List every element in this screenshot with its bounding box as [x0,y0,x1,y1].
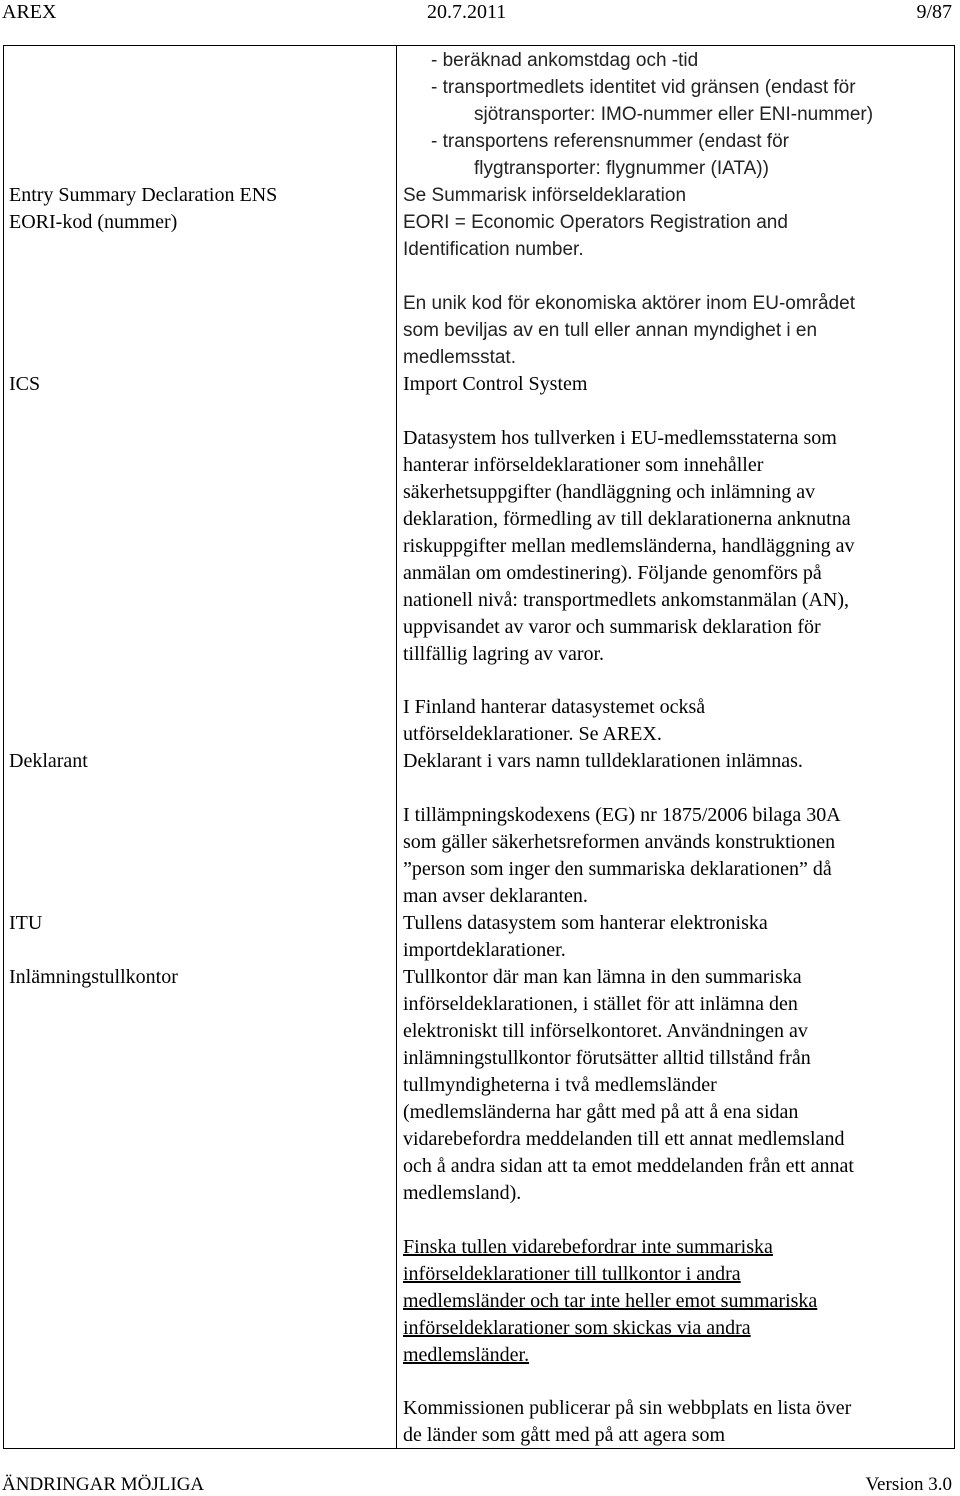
header-doc-code: AREX [2,1,57,23]
definition-line: nationell nivå: transportmedlets ankomstanmälan (AN), [403,589,849,611]
definition-line: uppvisandet av varor och summarisk deklaration för [403,616,821,638]
definition-line: Identification number. [403,239,584,260]
definition-line: riskuppgifter mellan medlemsländerna, handläggning av [403,535,855,557]
underlined-note-line: medlemsländer och tar inte heller emot summariska [403,1290,818,1312]
term-itu: ITU [9,912,43,934]
definition-line: I tillämpningskodexens (EG) nr 1875/2006 bilaga 30A [403,804,841,826]
definition-line: EORI = Economic Operators Registration and [403,212,788,233]
definition-line: införseldeklarationen, i stället för att inlämna den [403,993,798,1015]
definition-line: Deklarant i vars namn tulldeklarationen inlämnas. [403,750,803,772]
definition-line: medlemsstat. [403,347,516,368]
definition-line: Import Control System [403,373,588,395]
definition-ens: Se Summarisk införseldeklaration [403,185,687,206]
list-item: - transportens referensnummer (endast för [431,131,789,152]
definition-line: inlämningstullkontor förutsätter alltid tillstånd från [403,1047,811,1069]
list-item: - transportmedlets identitet vid gränsen (endast för [431,77,856,98]
column-divider [396,46,397,1448]
list-item: flygtransporter: flygnummer (IATA)) [474,158,769,179]
definition-line: man avser deklaranten. [403,885,588,907]
footer-status: ÄNDRINGAR MÖJLIGA [2,1474,205,1495]
definition-line: Tullens datasystem som hanterar elektroniska [403,912,768,934]
definition-line: som gäller säkerhetsreformen används konstruktionen [403,831,836,853]
header-page-number: 9/87 [916,1,952,23]
term-deklarant: Deklarant [9,750,88,772]
definition-line: deklaration, förmedling av till deklarationerna anknutna [403,508,851,530]
definition-line: (medlemsländerna har gått med på att å ena sidan [403,1101,799,1123]
definition-line: vidarebefordra meddelanden till ett annat medlemsland [403,1128,845,1150]
list-item: sjötransporter: IMO-nummer eller ENI-nummer) [474,104,874,125]
definition-line: I Finland hanterar datasystemet också [403,696,706,718]
footer-version: Version 3.0 [865,1474,952,1495]
definition-line: Datasystem hos tullverken i EU-medlemsstaterna som [403,427,837,449]
definition-line: som beviljas av en tull eller annan myndighet i en [403,320,818,341]
definition-line: hanterar införseldeklarationer som innehåller [403,454,764,476]
underlined-note-line: Finska tullen vidarebefordrar inte summariska [403,1236,773,1258]
definition-line: Kommissionen publicerar på sin webbplats en lista över [403,1397,852,1419]
underlined-note-line: medlemsländer. [403,1344,530,1366]
term-eori: EORI-kod (nummer) [9,211,178,233]
definition-line: En unik kod för ekonomiska aktörer inom EU-området [403,293,855,314]
definition-line: elektroniskt till införselkontoret. Användningen av [403,1020,808,1042]
definition-line: anmälan om omdestinering). Följande genomförs på [403,562,822,584]
header-date: 20.7.2011 [427,1,507,23]
definition-line: ”person som inger den summariska deklarationen” då [403,858,832,880]
definition-line: utförseldeklarationer. Se AREX. [403,723,662,745]
definition-line: Tullkontor där man kan lämna in den summariska [403,966,802,988]
definition-line: tillfällig lagring av varor. [403,643,605,665]
term-inlamningstullkontor: Inlämningstullkontor [9,966,178,988]
term-ics: ICS [9,373,41,395]
definition-line: och å andra sidan att ta emot meddelanden från ett annat [403,1155,854,1177]
list-item: - beräknad ankomstdag och -tid [431,50,699,71]
underlined-note-line: införseldeklarationer som skickas via andra [403,1317,751,1339]
underlined-note-line: införseldeklarationer till tullkontor i andra [403,1263,741,1285]
definition-line: de länder som gått med på att agera som [403,1424,726,1446]
definition-line: medlemsland). [403,1182,522,1204]
definition-line: tullmyndigheterna i två medlemsländer [403,1074,717,1096]
term-ens: Entry Summary Declaration ENS [9,184,278,206]
definition-line: importdeklarationer. [403,939,566,961]
definition-line: säkerhetsuppgifter (handläggning och inlämning av [403,481,816,503]
